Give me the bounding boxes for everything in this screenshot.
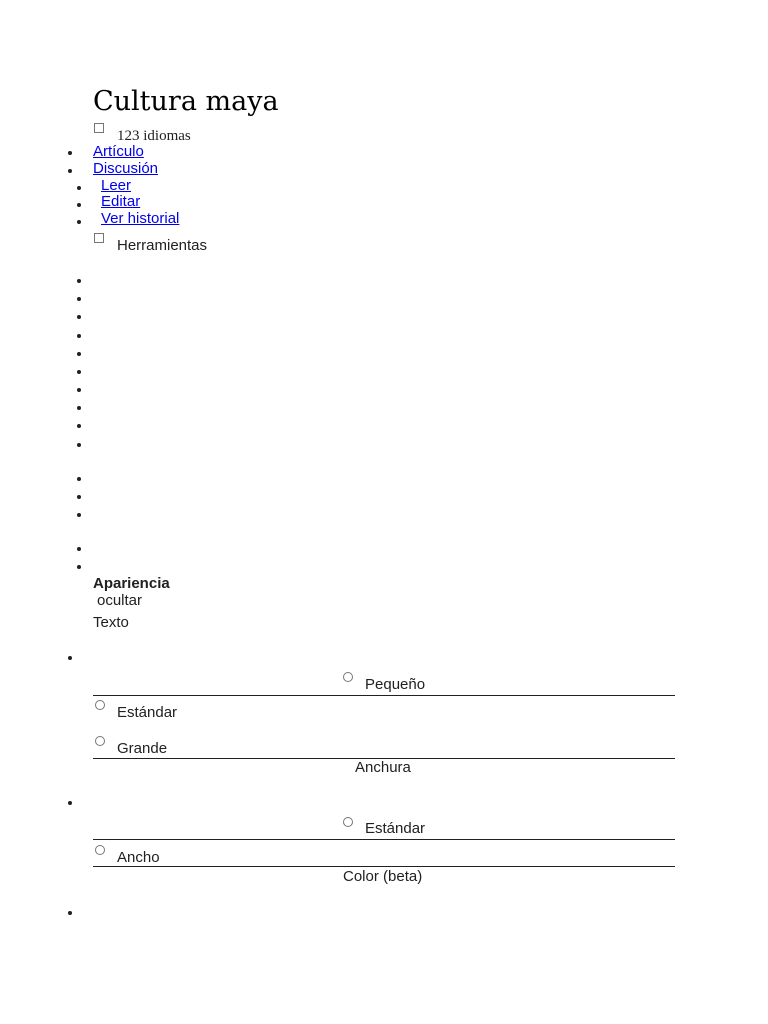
empty-list-bullet [77, 279, 81, 283]
empty-list-bullet [77, 513, 81, 517]
empty-list-bullet [77, 406, 81, 410]
empty-list-bullet [77, 477, 81, 481]
empty-list-bullet [77, 315, 81, 319]
width-label: Anchura [355, 759, 411, 776]
empty-list-bullet [77, 495, 81, 499]
tab-read[interactable]: Leer [101, 177, 132, 194]
page-title: Cultura maya [93, 86, 279, 117]
list-bullet [77, 203, 81, 207]
divider [93, 695, 675, 696]
list-bullet [68, 801, 72, 805]
text-size-standard-label[interactable]: Estándar [117, 704, 178, 721]
empty-list-bullet [77, 424, 81, 428]
list-bullet [68, 151, 72, 155]
tab-view-history[interactable]: Ver historial [101, 210, 180, 227]
width-standard-label[interactable]: Estándar [365, 820, 426, 837]
languages-toggle-checkbox[interactable] [94, 123, 104, 133]
empty-list-bullet [77, 547, 81, 551]
text-size-large-label[interactable]: Grande [117, 740, 168, 757]
list-bullet [68, 656, 72, 660]
tab-discussion[interactable]: Discusión [93, 160, 159, 177]
list-bullet [68, 911, 72, 915]
divider [93, 839, 675, 840]
list-bullet [68, 169, 72, 173]
divider [93, 866, 675, 867]
text-size-standard-radio[interactable] [95, 700, 105, 710]
tools-toggle-checkbox[interactable] [94, 233, 104, 243]
text-size-label: Texto [93, 614, 129, 631]
empty-list-bullet [77, 334, 81, 338]
languages-button-label[interactable]: 123 idiomas [117, 128, 191, 144]
empty-list-bullet [77, 370, 81, 374]
color-label: Color (beta) [343, 868, 423, 885]
tools-button-label[interactable]: Herramientas [117, 237, 208, 254]
empty-list-bullet [77, 352, 81, 356]
list-bullet [77, 220, 81, 224]
text-size-small-radio[interactable] [343, 672, 353, 682]
empty-list-bullet [77, 388, 81, 392]
list-bullet [77, 186, 81, 190]
width-wide-label[interactable]: Ancho [117, 849, 160, 866]
text-size-large-radio[interactable] [95, 736, 105, 746]
width-standard-radio[interactable] [343, 817, 353, 827]
empty-list-bullet [77, 565, 81, 569]
empty-list-bullet [77, 297, 81, 301]
appearance-hide-button[interactable]: ocultar [97, 592, 143, 609]
tab-article[interactable]: Artículo [93, 143, 144, 160]
text-size-small-label[interactable]: Pequeño [365, 676, 426, 693]
width-wide-radio[interactable] [95, 845, 105, 855]
tab-edit[interactable]: Editar [101, 193, 141, 210]
empty-list-bullet [77, 443, 81, 447]
appearance-heading: Apariencia [93, 575, 170, 592]
